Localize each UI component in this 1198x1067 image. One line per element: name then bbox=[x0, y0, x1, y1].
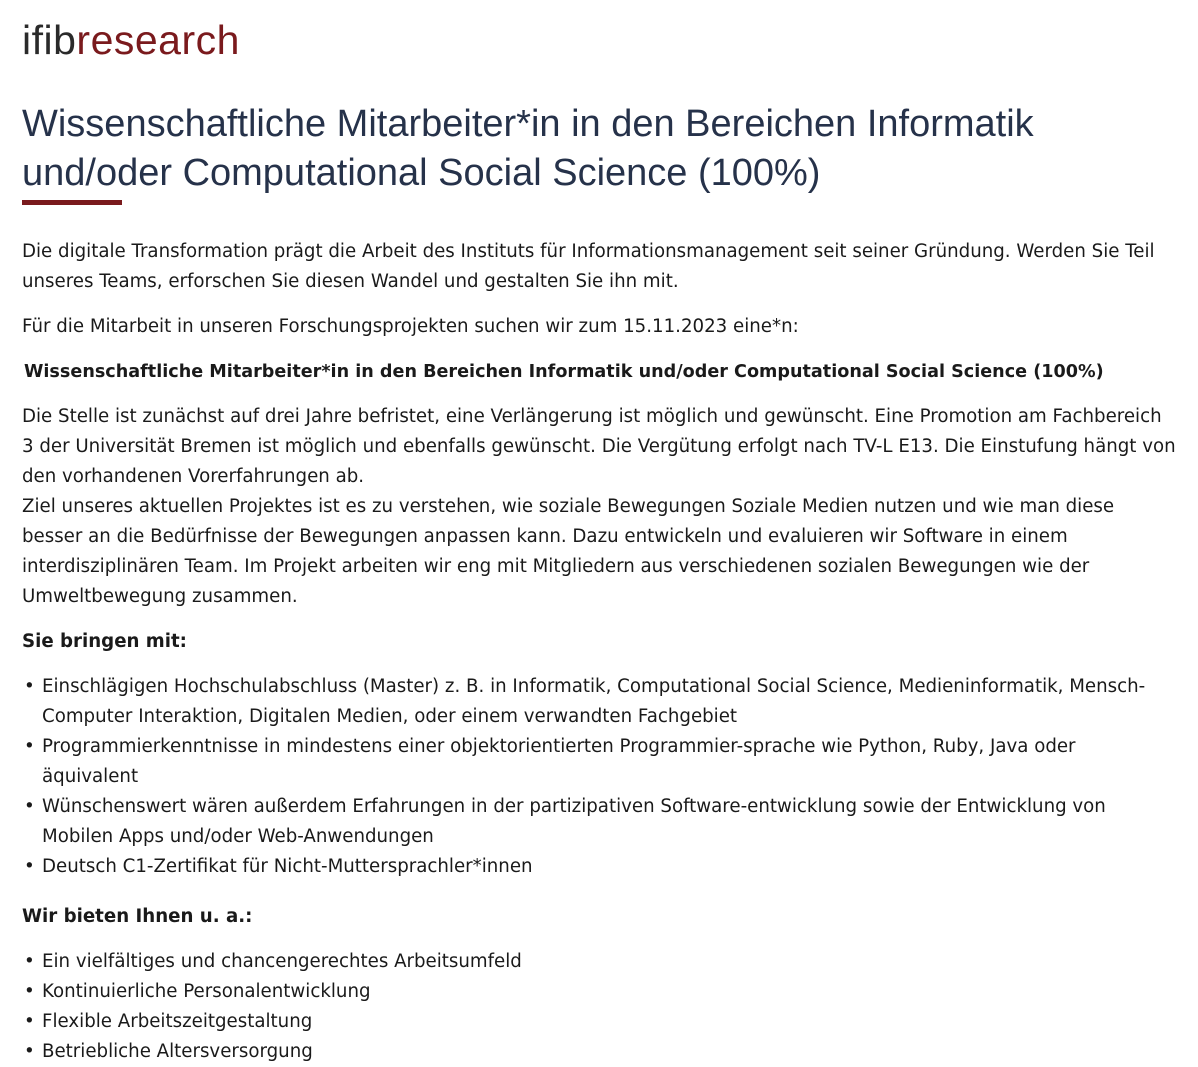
title-accent-underline bbox=[22, 200, 122, 205]
logo-text-research: research bbox=[76, 17, 240, 63]
list-item bbox=[24, 732, 1176, 792]
bullet-icon: • bbox=[24, 796, 35, 817]
bullet-icon: • bbox=[24, 856, 35, 877]
details-paragraph bbox=[22, 402, 1176, 612]
offers-heading: Wir bieten Ihnen u. a.: bbox=[22, 906, 253, 927]
list-item-text: Deutsch C1-Zertifikat für Nicht-Muttersprachler*innen bbox=[42, 856, 533, 877]
list-item bbox=[24, 1007, 1176, 1037]
bullet-icon: • bbox=[24, 736, 35, 757]
bullet-icon: • bbox=[24, 676, 35, 697]
page-title: Wissenschaftliche Mitarbeiter*in in den Bereichen Informatik und/oder Computational Social Science (100%) bbox=[22, 103, 1034, 194]
bullet-icon: • bbox=[24, 981, 35, 1002]
list-item bbox=[24, 1037, 1176, 1067]
intro-paragraph-2: Für die Mitarbeit in unseren Forschungsprojekten suchen wir zum 15.11.2023 eine*n: bbox=[22, 316, 799, 337]
list-item-text: Flexible Arbeitszeitgestaltung bbox=[42, 1011, 313, 1032]
list-item bbox=[24, 947, 1176, 977]
list-item-text: Einschlägigen Hochschulabschluss (Master) z. B. in Informatik, Computational Social Science, Medieninformatik, Mensch-Computer Interaktion, Digitalen Medien, oder einem verwandten Fachgebiet bbox=[42, 676, 1146, 727]
list-item-text: Ein vielfältiges und chancengerechtes Arbeitsumfeld bbox=[42, 951, 522, 972]
bullet-icon: • bbox=[24, 1011, 35, 1032]
list-item-text: Wünschenswert wären außerdem Erfahrungen in der partizipativen Software-entwicklung sowie der Entwicklung von Mobilen Apps und/oder Web-Anwendungen bbox=[42, 796, 1106, 847]
details-line-2: Ziel unseres aktuellen Projektes ist es zu verstehen, wie soziale Bewegungen Soziale Medien nutzen und wie man diese besser an die Bedürfnisse der Bewegungen anpassen kann. Dazu entwickeln und evaluieren wir Software in einem interdisziplinären Team. Im Projekt arbeiten wir eng mit Mitgliedern aus verschiedenen sozialen Bewegungen wie der Umweltbewegung zusammen. bbox=[22, 496, 1115, 607]
ifib-research-logo[interactable] bbox=[22, 18, 1176, 62]
intro-paragraph-1: Die digitale Transformation prägt die Arbeit des Instituts für Informationsmanagement seit seiner Gründung. Werden Sie Teil unseres Teams, erforschen Sie diesen Wandel und gestalten Sie ihn mit. bbox=[22, 241, 1155, 292]
requirements-list bbox=[22, 672, 1176, 882]
list-item bbox=[24, 852, 1176, 882]
list-item bbox=[24, 792, 1176, 852]
list-item-text: Programmierkenntnisse in mindestens einer objektorientierten Programmier-sprache wie Python, Ruby, Java oder äquivalent bbox=[42, 736, 1076, 787]
offers-list bbox=[22, 947, 1176, 1067]
list-item-text: Kontinuierliche Personalentwicklung bbox=[42, 981, 371, 1002]
details-line-1: Die Stelle ist zunächst auf drei Jahre befristet, eine Verlängerung ist möglich und gewünscht. Eine Promotion am Fachbereich 3 der Universität Bremen ist möglich und ebenfalls gewünscht. Die Vergütung erfolgt nach TV-L E13. Die Einstufung hängt von den vorhandenen Vorerfahrungen ab. bbox=[22, 406, 1176, 487]
logo-text-ifib: ifib bbox=[22, 17, 77, 63]
bullet-icon: • bbox=[24, 1041, 35, 1062]
list-item bbox=[24, 672, 1176, 732]
list-item bbox=[24, 977, 1176, 1007]
role-heading: Wissenschaftliche Mitarbeiter*in in den Bereichen Informatik und/oder Computational Social Science (100%) bbox=[24, 362, 1104, 382]
job-description bbox=[22, 237, 1176, 1067]
bullet-icon: • bbox=[24, 951, 35, 972]
requirements-heading: Sie bringen mit: bbox=[22, 631, 187, 652]
list-item-text: Betriebliche Altersversorgung bbox=[42, 1041, 313, 1062]
